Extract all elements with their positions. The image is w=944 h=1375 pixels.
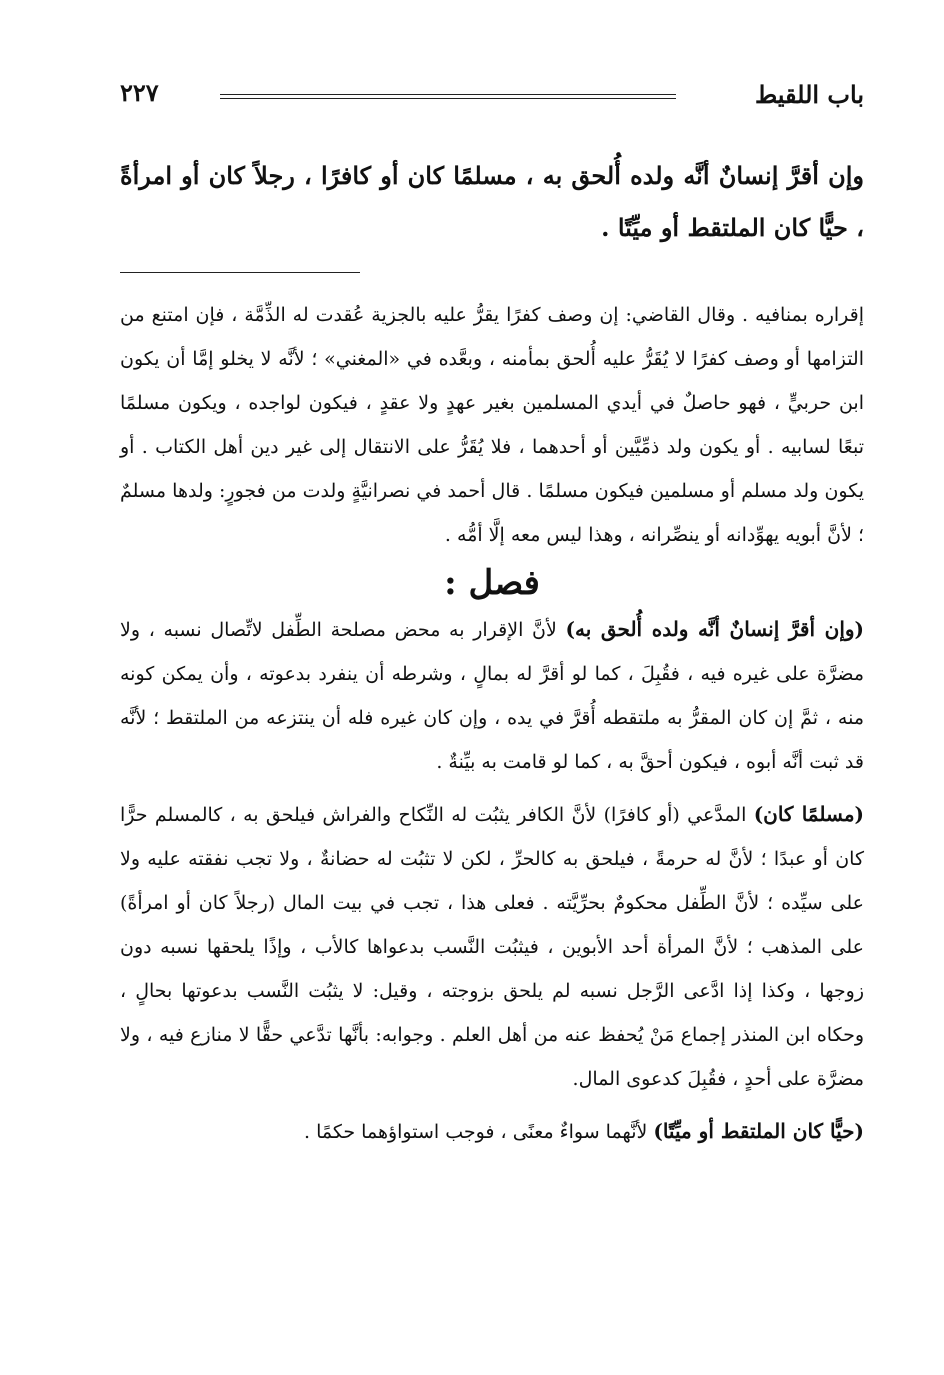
section-title: فصل : bbox=[444, 563, 540, 603]
quoted-matn: (مسلمًا كان) bbox=[753, 802, 864, 826]
book-page bbox=[120, 60, 864, 1162]
chapter-title: باب اللقيط bbox=[754, 80, 864, 109]
page-number: ٢٢٧ bbox=[120, 78, 159, 107]
commentary-continuation bbox=[120, 293, 864, 557]
quoted-matn: (حيًّا كان الملتقط أو ميِّتًا) bbox=[653, 1119, 864, 1143]
quoted-matn: (وإن أقرَّ إنسانٌ أنَّه ولده أُلحق به) bbox=[565, 617, 864, 641]
commentary-paragraph-3 bbox=[120, 1109, 864, 1154]
header-rule bbox=[220, 94, 676, 99]
commentary-paragraph: إقراره بمنافيه . وقال القاضي: إن وصف كفرًا يقرُّ عليه بالجزية عُقدت له الذِّمَّة ، فإن امتنع من التزامها أو وصف كفرًا لا يُقَرُّ عليه أُلحق بمأمنه ، وبعَّده في «المغني» ؛ لأنَّه لا يخلو إمَّا أن يكون ابن حربيٍّ ، فهو حاصلٌ في أيدي المسلمين بغير عهدٍ ولا عقدٍ ، فيكون لواجده ، ويكون مسلمًا تبعًا لسابيه . أو يكون ولد ذمِّيَّين أو أحدهما ، فلا يُقَرُّ على الانتقال إلى غير دين أهل الكتاب . أو يكون ولد مسلم أو مسلمين فيكون مسلمًا . قال أحمد في نصرانيَّةٍ ولدت من فجورٍ: ولدها مسلمٌ ؛ لأنَّ أبويه يهوِّدانه أو ينصِّرانه ، وهذا ليس معه إلَّا أمُّه . bbox=[120, 304, 864, 546]
commentary-text: المدَّعي (أو كافرًا) لأنَّ الكافر يثبُت له النِّكاح والفراش فيلحق به ، كالمسلم حرًّا كان أو عبدًا ؛ لأنَّ له حرمةً ، فيلحق به كالحرِّ ، لكن لا تثبُت له حضانةٌ ، ولا تجب نفقته عليه ولا على سيِّده ؛ لأنَّ الطِّفل محكومٌ بحرِّيَّته . فعلى هذا ، تجب في بيت المال (رجلاً كان أو امرأةً) على المذهب ؛ لأنَّ المرأة أحد الأبوين ، فيثبُت النَّسب بدعواها كالأب ، وإذًا يلحقها نسبه دون زوجها ، وكذا إذا ادَّعى الرَّجل نسبه لم يلحق بزوجته ، وقيل: لا يثبُت النَّسب بدعوتها بحالٍ ، وحكاه ابن المنذر إجماع مَنْ يُحفظ عنه من أهل العلم . وجوابه: بأنَّها تدَّعي حقًّا لا منازع فيه ، ولا مضرَّة على أحدٍ ، فقُبِلَ كدعوى المال. bbox=[120, 804, 864, 1090]
commentary-text: لأنَّ الإقرار به محض مصلحة الطِّفل لاتِّصال نسبه ، ولا مضرَّة على غيره فيه ، فقُبِلَ ، كما لو أقرَّ له بمالٍ ، وشرطه أن ينفرد بدعوته ، وأن يمكن كونه منه ، ثمَّ إن كان المقرُّ به ملتقطه أُقرَّ في يده ، وإن كان غيره فله أن ينتزعه من الملتقط ؛ لأنَّه قد ثبت أنَّه أبوه ، فيكون أحقَّ به ، كما لو قامت به بيِّنةٌ . bbox=[120, 619, 864, 773]
main-text bbox=[120, 150, 864, 254]
commentary-paragraph-1 bbox=[120, 607, 864, 784]
page-header bbox=[120, 60, 864, 116]
footnote-separator bbox=[120, 272, 360, 273]
commentary-paragraph-2 bbox=[120, 792, 864, 1101]
main-text-paragraph: وإن أقرَّ إنسانٌ أنَّه ولده أُلحق به ، مسلمًا كان أو كافرًا ، رجلاً كان أو امرأةً ، حيًّا كان الملتقط أو ميِّتًا . bbox=[120, 161, 864, 242]
commentary-text: لأنَّهما سواءٌ معنًى ، فوجب استواؤهما حكمًا . bbox=[304, 1121, 654, 1143]
